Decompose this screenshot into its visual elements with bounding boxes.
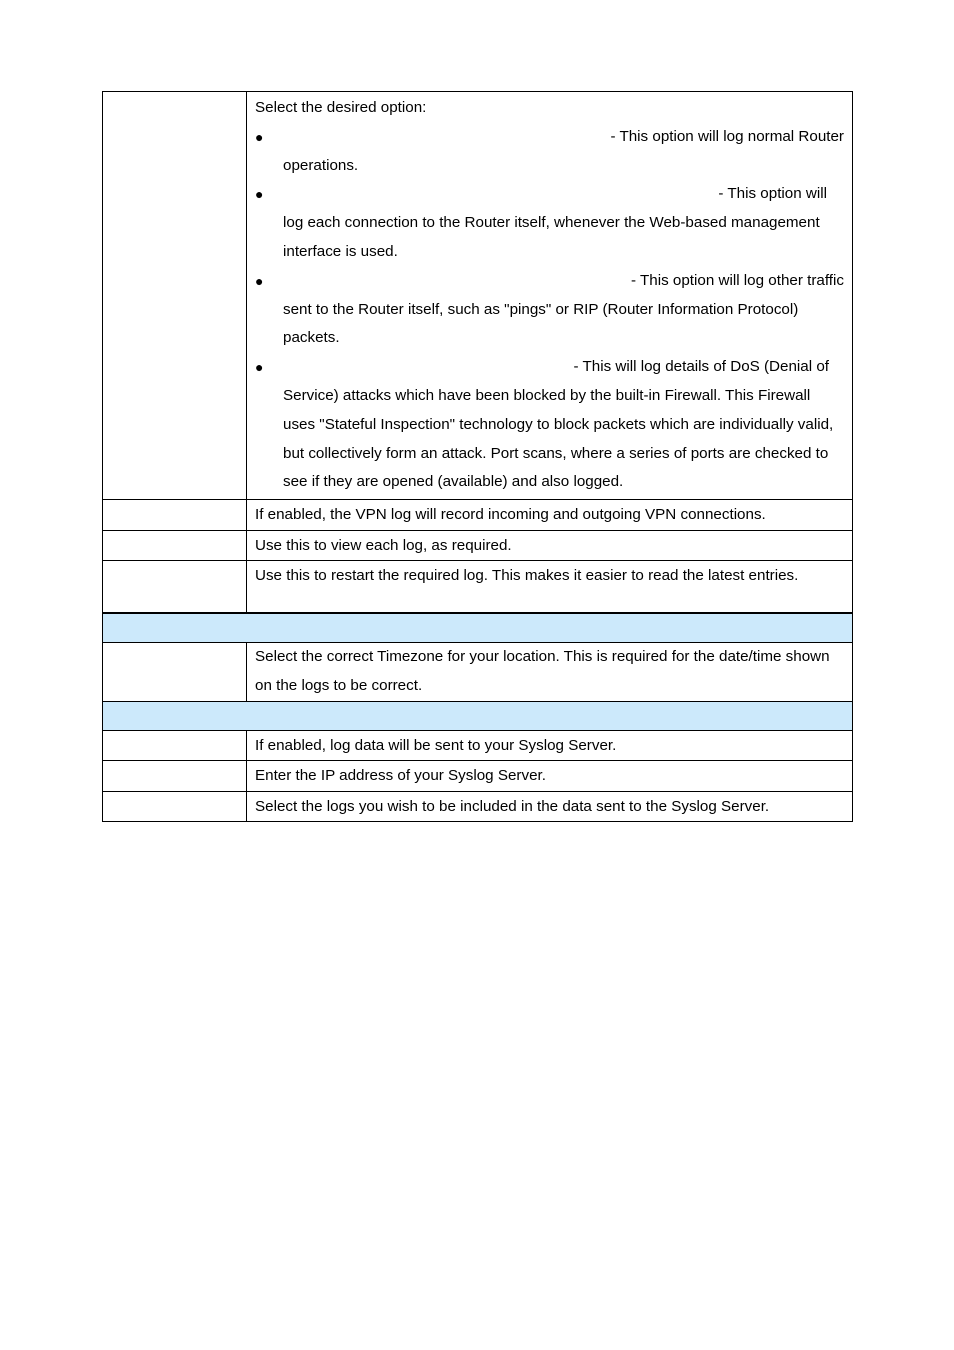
bullet-first-line: - This option will log normal Router: [610, 127, 844, 145]
bullet-rest: operations.: [283, 156, 359, 174]
bullet-first-line: - This option will: [718, 185, 827, 203]
label-cell: [103, 500, 247, 531]
bullet-rest: sent to the Router itself, such as "pings" or RIP (Router Information Protocol) packets.: [283, 300, 799, 347]
label-cell: [103, 643, 247, 702]
label-cell: [103, 561, 247, 614]
section-header-cell: [103, 613, 853, 643]
label-cell: [103, 92, 247, 500]
description-cell: [247, 730, 853, 761]
list-item: [255, 353, 844, 497]
bullet-rest: log each connection to the Router itself, whenever the Web-based management interface is used.: [283, 214, 820, 260]
vpn-log-description: If enabled, the VPN log will record incoming and outgoing VPN connections.: [255, 506, 766, 524]
row-syslog-ip: [103, 761, 853, 792]
section-header-syslog: [103, 701, 853, 730]
row-vpn-log: [103, 500, 853, 531]
description-cell: [247, 530, 853, 561]
bullet-first-line: - This will log details of DoS (Denial of: [573, 358, 829, 376]
bullet-icon: ●: [255, 359, 264, 376]
description-cell: [247, 761, 853, 792]
restart-log-description: Use this to restart the required log. This makes it easier to read the latest entries.: [255, 567, 799, 585]
label-cell: [103, 791, 247, 822]
list-item: [255, 267, 844, 353]
syslog-ip-description: Enter the IP address of your Syslog Server.: [255, 767, 546, 785]
list-item: [255, 123, 844, 181]
label-cell: [103, 761, 247, 792]
row-restart-log: [103, 561, 853, 614]
description-cell: [247, 643, 853, 702]
description-cell: [247, 500, 853, 531]
label-cell: [103, 530, 247, 561]
syslog-logs-description: Select the logs you wish to be included in the data sent to the Syslog Server.: [255, 797, 770, 815]
description-cell: [247, 561, 853, 614]
section-header-cell: [103, 701, 853, 730]
row-syslog-logs: [103, 791, 853, 822]
row-log-options: [103, 92, 853, 500]
description-cell: [247, 92, 853, 500]
settings-description-table: [102, 91, 853, 822]
bullet-icon: ●: [255, 186, 264, 203]
log-options-list: [255, 123, 844, 497]
bullet-icon: ●: [255, 272, 264, 289]
row-timezone: [103, 643, 853, 702]
list-item: [255, 180, 844, 266]
timezone-description: Select the correct Timezone for your location. This is required for the date/time shown on the logs to be correct.: [255, 648, 830, 694]
section-header-time-zone: [103, 613, 853, 643]
row-syslog-enable: [103, 730, 853, 761]
syslog-enable-description: If enabled, log data will be sent to your Syslog Server.: [255, 736, 617, 754]
label-cell: [103, 730, 247, 761]
row-view-log: [103, 530, 853, 561]
bullet-rest: Service) attacks which have been blocked by the built-in Firewall. This Firewall uses "Stateful Inspection" technology to block packets which are individually valid, but collectively form an attack. Port scans, where a series of ports are checked to see if they are opened (available) and also logged.: [283, 386, 834, 491]
bullet-icon: ●: [255, 128, 264, 145]
description-cell: [247, 791, 853, 822]
bullet-first-line: - This option will log other traffic: [630, 271, 844, 289]
view-log-description: Use this to view each log, as required.: [255, 536, 512, 554]
log-options-intro: Select the desired option:: [255, 99, 427, 116]
